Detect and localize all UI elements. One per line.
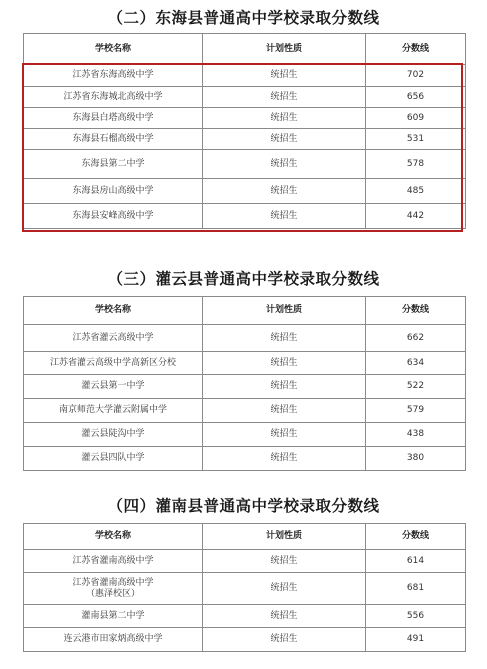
header-score-line: 分数线 <box>366 524 466 550</box>
table-row <box>24 573 466 605</box>
table-row <box>24 605 466 628</box>
plan-type: 统招生 <box>203 447 366 471</box>
plan-type: 统招生 <box>203 375 366 399</box>
school-name: 灌南县第二中学 <box>24 605 203 628</box>
score-line: 438 <box>366 423 466 447</box>
plan-type: 统招生 <box>203 573 366 605</box>
score-line: 656 <box>366 87 466 108</box>
school-name: 连云港市田家炳高级中学 <box>24 628 203 652</box>
school-name: 江苏省灌南高级中学 （惠泽校区） <box>24 573 203 605</box>
school-name: 江苏省灌云高级中学 <box>24 325 203 352</box>
school-name: 江苏省灌云高级中学高新区分校 <box>24 352 203 375</box>
table-row <box>24 352 466 375</box>
plan-type: 统招生 <box>203 150 366 179</box>
table-row <box>24 325 466 352</box>
score-line: 579 <box>366 399 466 423</box>
school-name: 江苏省东海高级中学 <box>24 65 203 87</box>
plan-type: 统招生 <box>203 628 366 652</box>
school-name: 江苏省东海城北高级中学 <box>24 87 203 108</box>
school-name: 南京师范大学灌云附属中学 <box>24 399 203 423</box>
score-line: 609 <box>366 108 466 129</box>
score-line: 634 <box>366 352 466 375</box>
section-title-guanyun: （三）灌云县普通高中学校录取分数线 <box>107 270 380 288</box>
score-line: 681 <box>366 573 466 605</box>
score-line: 578 <box>366 150 466 179</box>
table-row <box>24 628 466 652</box>
plan-type: 统招生 <box>203 108 366 129</box>
plan-type: 统招生 <box>203 605 366 628</box>
table-row <box>24 447 466 471</box>
score-line: 380 <box>366 447 466 471</box>
school-name: 灌云县四队中学 <box>24 447 203 471</box>
plan-type: 统招生 <box>203 65 366 87</box>
score-line: 491 <box>366 628 466 652</box>
table-row <box>24 375 466 399</box>
school-name: 东海县石榴高级中学 <box>24 129 203 150</box>
plan-type: 统招生 <box>203 399 366 423</box>
score-line: 531 <box>366 129 466 150</box>
table-row <box>24 423 466 447</box>
header-score-line: 分数线 <box>366 297 466 325</box>
school-name: 东海县安峰高级中学 <box>24 204 203 229</box>
header-school-name: 学校名称 <box>24 297 203 325</box>
header-score-line: 分数线 <box>366 34 466 65</box>
header-school-name: 学校名称 <box>24 524 203 550</box>
header-school-name: 学校名称 <box>24 34 203 65</box>
score-line: 614 <box>366 550 466 573</box>
plan-type: 统招生 <box>203 423 366 447</box>
plan-type: 统招生 <box>203 204 366 229</box>
section-title-guannan: （四）灌南县普通高中学校录取分数线 <box>107 497 380 515</box>
plan-type: 统招生 <box>203 87 366 108</box>
score-line: 702 <box>366 65 466 87</box>
score-line: 662 <box>366 325 466 352</box>
school-name: 灌云县第一中学 <box>24 375 203 399</box>
table-header-row <box>24 34 466 65</box>
plan-type: 统招生 <box>203 352 366 375</box>
table-row <box>24 550 466 573</box>
plan-type: 统招生 <box>203 129 366 150</box>
table-guanyun <box>23 296 466 471</box>
score-line: 522 <box>366 375 466 399</box>
header-plan-type: 计划性质 <box>203 297 366 325</box>
plan-type: 统招生 <box>203 550 366 573</box>
plan-type: 统招生 <box>203 325 366 352</box>
highlight-box <box>22 63 463 232</box>
school-name: 东海县白塔高级中学 <box>24 108 203 129</box>
school-name: 东海县第二中学 <box>24 150 203 179</box>
table-row <box>24 399 466 423</box>
school-name: 东海县房山高级中学 <box>24 179 203 204</box>
school-name: 灌云县陡沟中学 <box>24 423 203 447</box>
header-plan-type: 计划性质 <box>203 524 366 550</box>
plan-type: 统招生 <box>203 179 366 204</box>
score-line: 485 <box>366 179 466 204</box>
header-plan-type: 计划性质 <box>203 34 366 65</box>
school-name: 江苏省灌南高级中学 <box>24 550 203 573</box>
score-line: 442 <box>366 204 466 229</box>
table-header-row <box>24 297 466 325</box>
section-title-donghai: （二）东海县普通高中学校录取分数线 <box>107 9 380 27</box>
score-line: 556 <box>366 605 466 628</box>
table-header-row <box>24 524 466 550</box>
table-guannan <box>23 523 466 652</box>
